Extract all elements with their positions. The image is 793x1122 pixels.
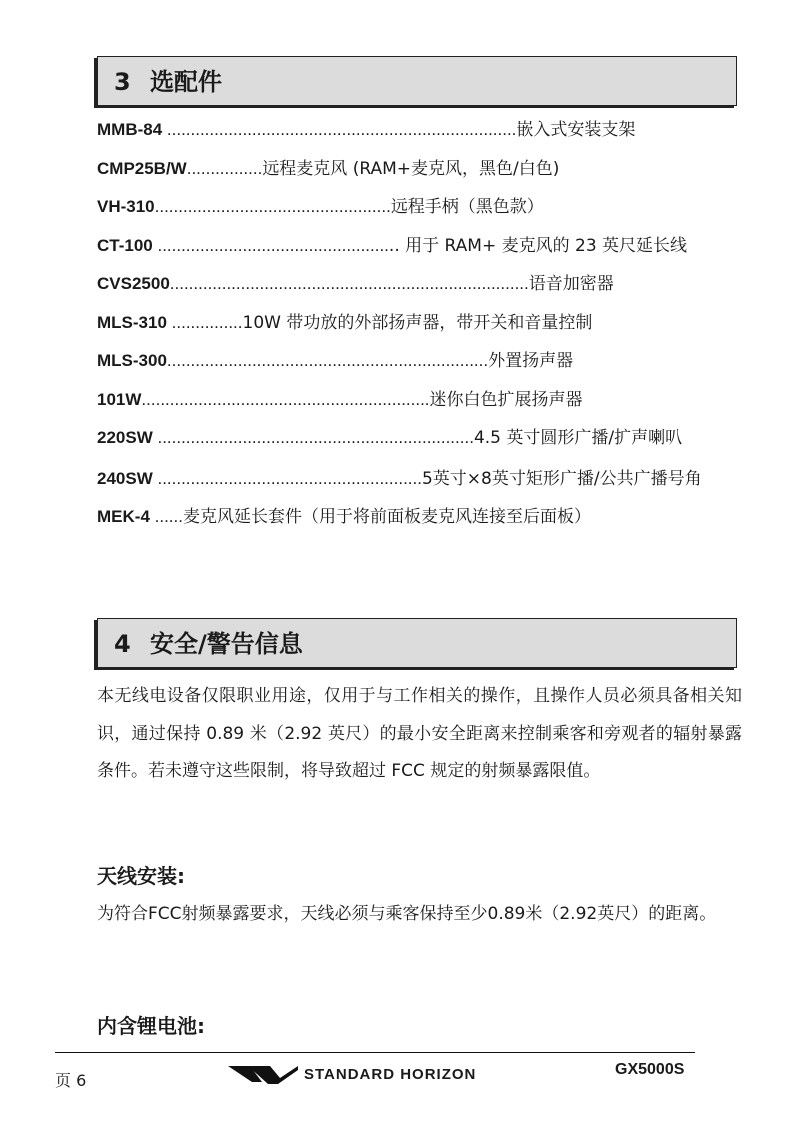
footer-divider (55, 1052, 695, 1053)
brand-logo (228, 1060, 476, 1088)
section-3-title: 选配件 (150, 68, 222, 96)
section-3-number: 3 (114, 68, 131, 96)
list-item: VH-310..................................................远程手柄（黑色款） (97, 197, 544, 217)
list-item: CVS2500............................................................................语音加密器 (97, 274, 614, 294)
brand-name: STANDARD HORIZON (304, 1065, 477, 1083)
model-name: GX5000S (615, 1061, 685, 1078)
list-item: MMB-84 ..........................................................................嵌入式安装支架 (97, 120, 636, 140)
safety-paragraph: 本无线电设备仅限职业用途，仅用于与工作相关的操作，且操作人员必须具备相关知识，通过保持 0.89 米（2.92 英尺）的最小安全距离来控制乘客和旁观者的辐射暴露条件。若未遵守这些限制，将导致超过 FCC 规定的射频暴露限值。 (97, 686, 742, 781)
list-item: MEK-4 ......麦克风延长套件（用于将前面板麦克风连接至后面板） (97, 507, 591, 527)
list-item: CT-100 ................................................... 用于 RAM+ 麦克风的 23 英尺延长线 (97, 235, 688, 256)
list-item: MLS-300....................................................................外置扬声器 (97, 351, 574, 371)
list-item: CMP25B/W................远程麦克风 (RAM+麦克风，黑色/白色) (97, 158, 560, 179)
battery-heading: 内含锂电池: (97, 1014, 205, 1038)
list-item: 240SW ........................................................5英寸×8英寸矩形广播/公共广播号角 (97, 469, 702, 489)
list-item: MLS-310 ...............10W 带功放的外部扬声器，带开关和音量控制 (97, 312, 593, 333)
page-number: 页 6 (55, 1071, 87, 1090)
antenna-paragraph: 为符合FCC射频暴露要求，天线必须与乘客保持至少0.89米（2.92英尺）的距离。 (97, 904, 717, 924)
section-3-header (97, 56, 737, 106)
accessory-list (97, 118, 742, 544)
antenna-heading: 天线安装: (97, 864, 185, 888)
standard-horizon-logo-icon (228, 1062, 298, 1086)
section-4-number: 4 (114, 630, 131, 658)
list-item: 101W.............................................................迷你白色扩展扬声器 (97, 389, 583, 410)
section-4-title: 安全/警告信息 (150, 630, 303, 658)
list-item: 220SW ...................................................................4.5 英寸圆形广播/扩声喇叭 (97, 428, 683, 448)
section-4-header (97, 618, 737, 668)
